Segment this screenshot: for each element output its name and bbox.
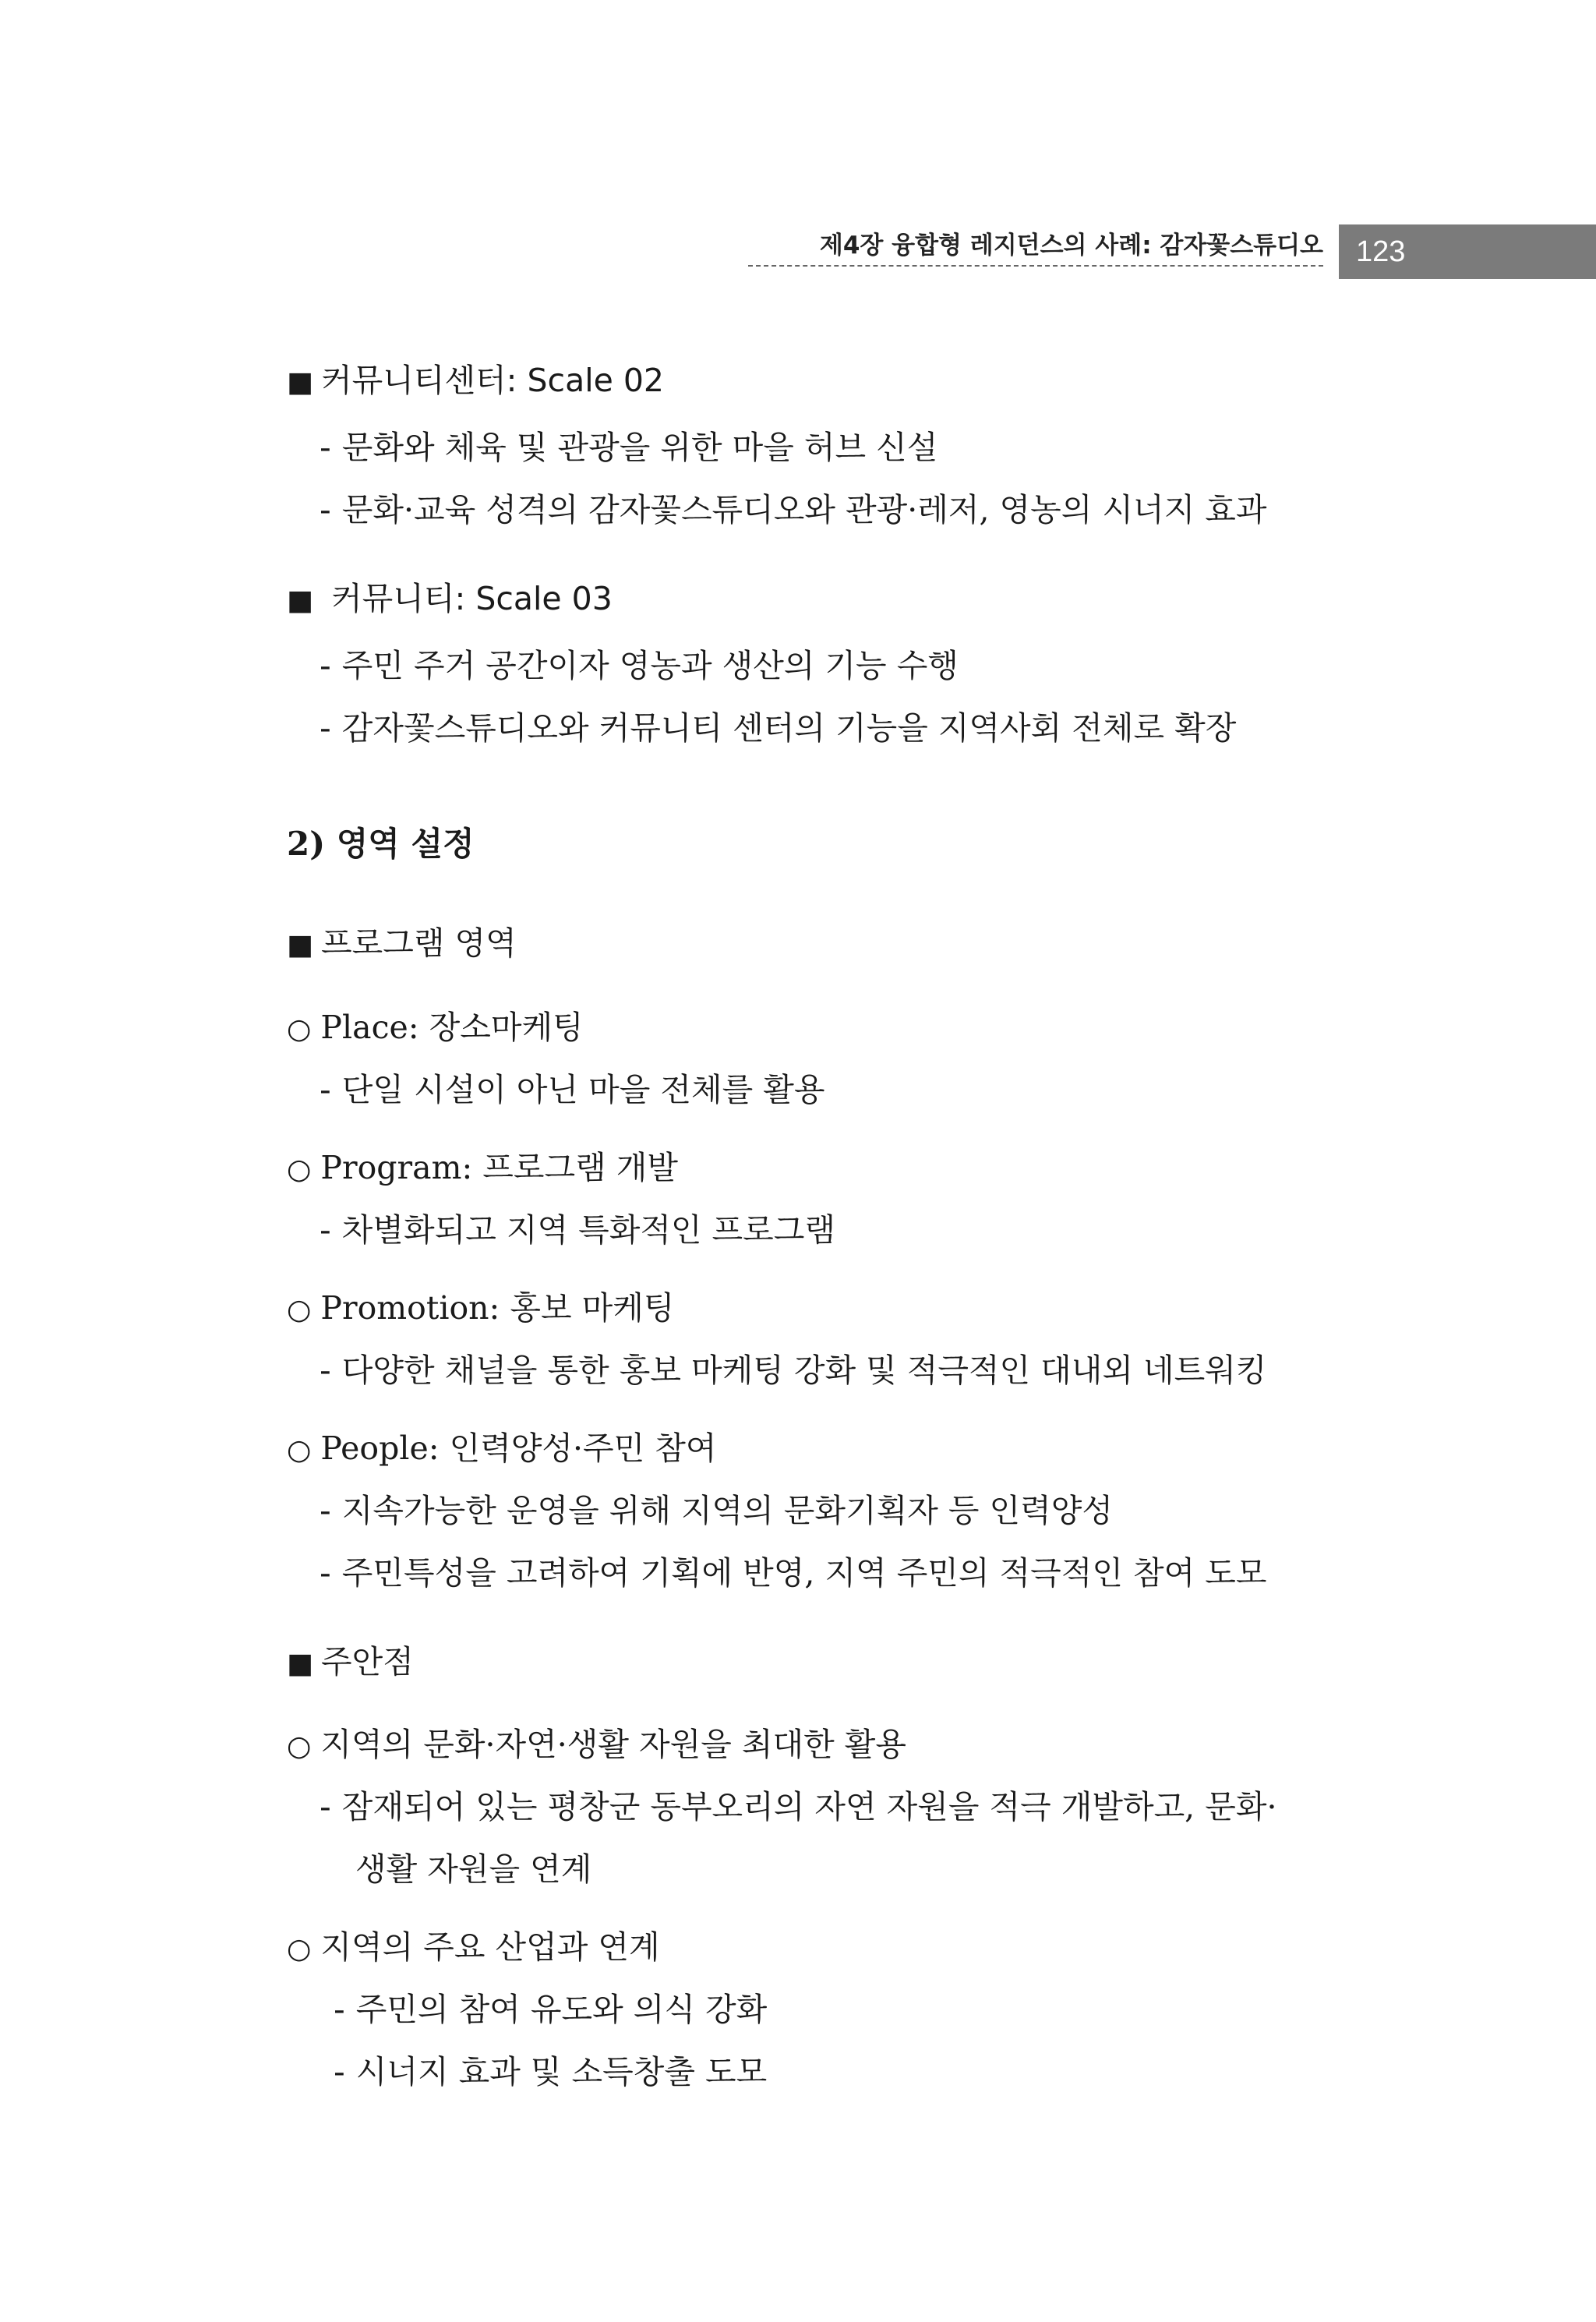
dash-list-item-continuation: 생활 자원을 연계 (355, 1850, 592, 1888)
square-bullet-item: ■ 커뮤니티: Scale 03 (287, 580, 613, 617)
circle-bullet-item: ○ Promotion: 홍보 마케팅 (287, 1289, 675, 1327)
dash-list-item: - 감자꽃스튜디오와 커뮤니티 센터의 기능을 지역사회 전체로 확장 (320, 709, 1237, 747)
square-bullet-item: ■ 커뮤니티센터: Scale 02 (287, 362, 665, 399)
dash-list-item: - 주민 주거 공간이자 영농과 생산의 기능 수행 (320, 647, 959, 684)
dash-list-item: - 지속가능한 운영을 위해 지역의 문화기획자 등 인력양성 (320, 1492, 1113, 1529)
circle-bullet-item: ○ 지역의 문화·자연·생활 자원을 최대한 활용 (287, 1726, 906, 1763)
page-number: 123 (1339, 224, 1596, 279)
square-bullet-item: ■ 주안점 (287, 1643, 414, 1681)
dash-list-item: - 차별화되고 지역 특화적인 프로그램 (320, 1211, 835, 1249)
section-subheading: 2) 영역 설정 (287, 825, 475, 863)
circle-bullet-item: ○ Program: 프로그램 개발 (287, 1149, 678, 1186)
circle-bullet-item: ○ People: 인력양성·주민 참여 (287, 1430, 717, 1467)
dash-list-item: - 시너지 효과 및 소득창출 도모 (334, 2053, 768, 2091)
dash-list-item: - 잠재되어 있는 평창군 동부오리의 자연 자원을 적극 개발하고, 문화· (320, 1788, 1277, 1825)
square-bullet-item: ■ 프로그램 영역 (287, 924, 517, 962)
dash-list-item: - 주민의 참여 유도와 의식 강화 (334, 1991, 768, 2028)
dash-list-item: - 주민특성을 고려하여 기획에 반영, 지역 주민의 적극적인 참여 도모 (320, 1554, 1267, 1592)
dash-list-item: - 문화·교육 성격의 감자꽃스튜디오와 관광·레저, 영농의 시너지 효과 (320, 491, 1267, 528)
circle-bullet-item: ○ Place: 장소마케팅 (287, 1009, 584, 1046)
dash-list-item: - 문화와 체육 및 관광을 위한 마을 허브 신설 (320, 429, 938, 466)
circle-bullet-item: ○ 지역의 주요 산업과 연계 (287, 1928, 660, 1966)
running-header-chapter: 제4장 융합형 레지던스의 사례: 감자꽃스튜디오 (748, 228, 1323, 267)
dash-list-item: - 단일 시설이 아닌 마을 전체를 활용 (320, 1071, 825, 1108)
dash-list-item: - 다양한 채널을 통한 홍보 마케팅 강화 및 적극적인 대내외 네트워킹 (320, 1352, 1267, 1389)
